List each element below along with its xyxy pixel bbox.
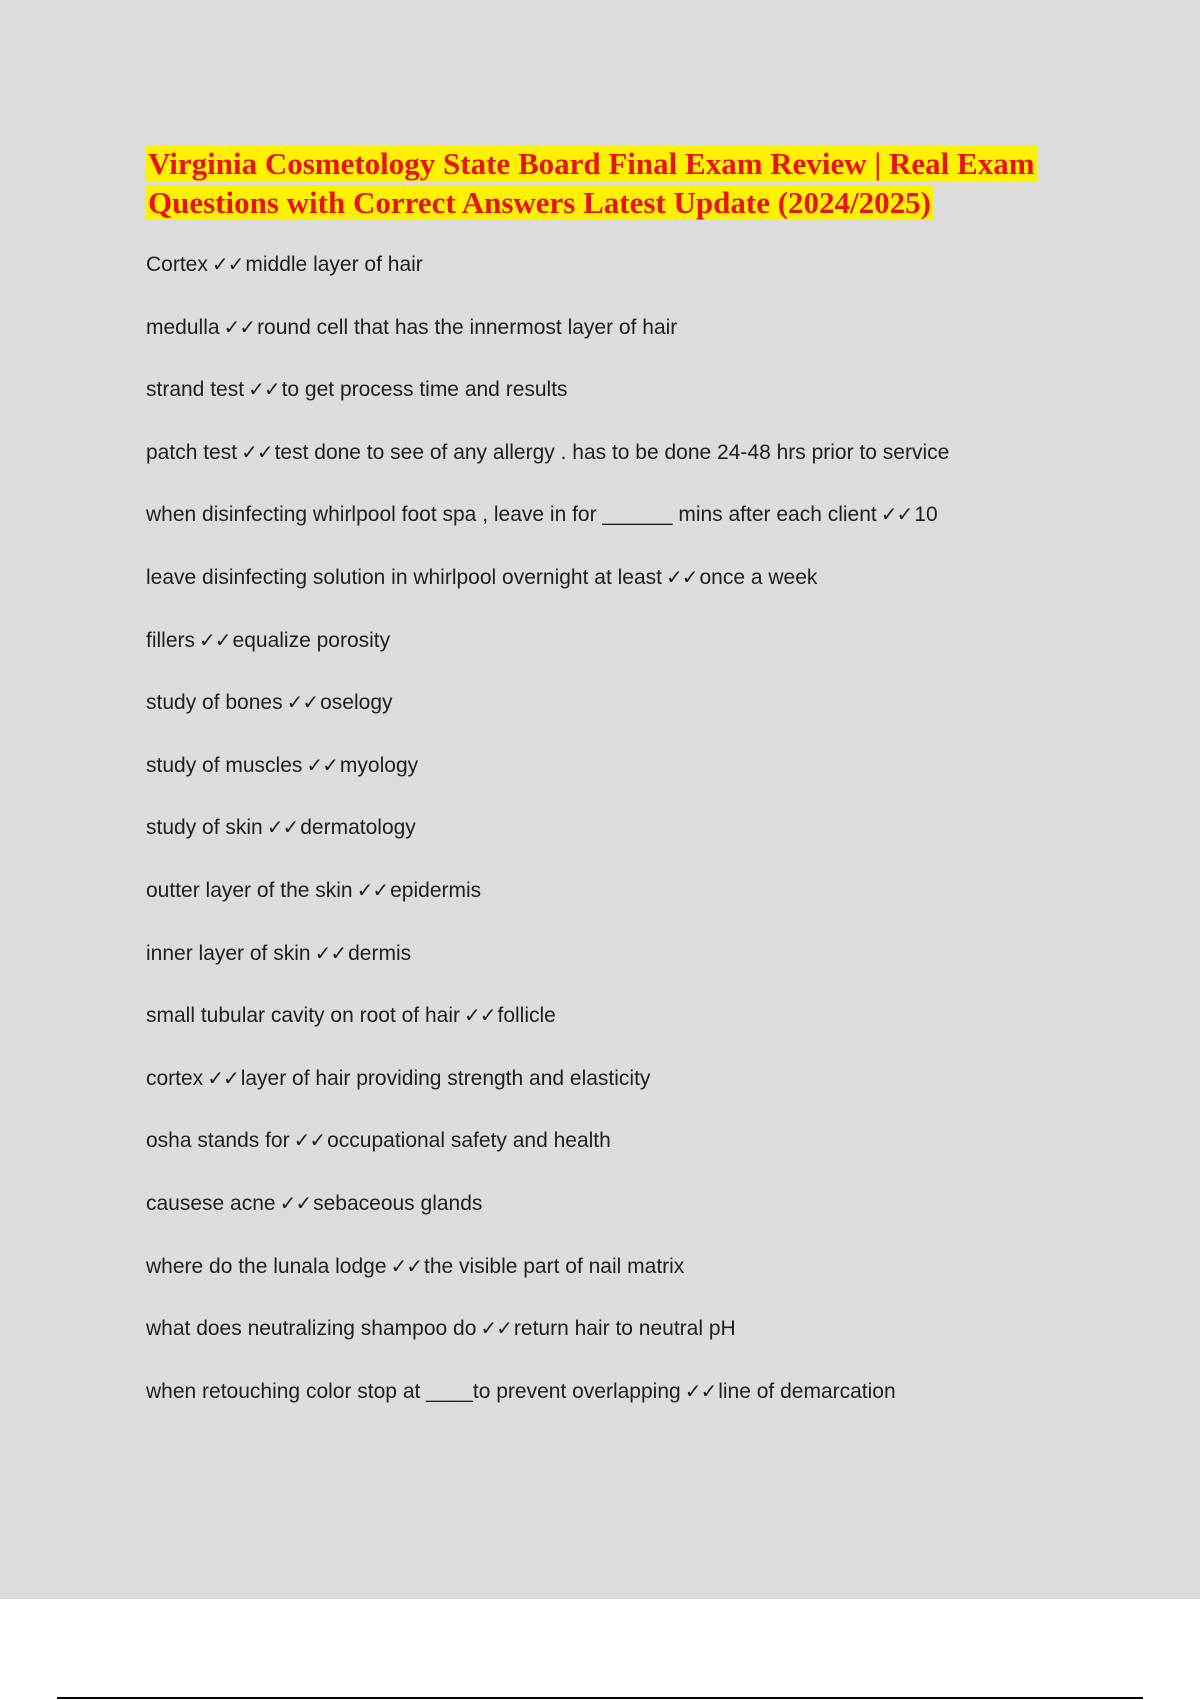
- footer-rule: [57, 1697, 1143, 1699]
- answer-text: round cell that has the innermost layer of hair: [257, 315, 678, 339]
- answer-text: test done to see of any allergy . has to be done 24-48 hrs prior to service: [274, 440, 950, 464]
- answer-text: once a week: [699, 565, 818, 589]
- answer-text: oselogy: [320, 691, 393, 715]
- double-check-icon: ✓✓: [463, 1003, 496, 1028]
- double-check-icon: ✓✓: [199, 627, 231, 652]
- answer-text: dermatology: [300, 816, 416, 840]
- answer-text: middle layer of hair: [245, 253, 423, 276]
- question-text: inner layer of skin: [146, 941, 311, 965]
- double-check-icon: ✓✓: [207, 1065, 239, 1090]
- question-text: patch test: [146, 440, 238, 464]
- double-check-icon: ✓✓: [665, 564, 698, 589]
- document-title: [146, 144, 1086, 222]
- qa-item: [146, 1377, 1106, 1440]
- question-text: small tubular cavity on root of hair: [146, 1004, 460, 1028]
- double-check-icon: ✓✓: [248, 377, 280, 402]
- question-text: fillers: [146, 628, 196, 652]
- qa-item: [146, 250, 1106, 313]
- question-text: medulla: [146, 315, 220, 339]
- qa-item: [146, 751, 1106, 814]
- question-text: strand test: [146, 378, 245, 402]
- qa-item: [146, 1189, 1106, 1252]
- question-text: osha stands for: [146, 1129, 290, 1153]
- question-text: when retouching color stop at ____to prevent overlapping: [146, 1379, 681, 1403]
- question-text: what does neutralizing shampoo do: [146, 1317, 477, 1341]
- double-check-icon: ✓✓: [306, 752, 338, 777]
- answer-text: occupational safety and health: [327, 1129, 611, 1153]
- qa-list: [146, 250, 1106, 1439]
- question-text: study of bones: [146, 691, 283, 715]
- qa-item: [146, 1252, 1106, 1315]
- double-check-icon: ✓✓: [293, 1128, 326, 1153]
- double-check-icon: ✓✓: [684, 1378, 717, 1403]
- qa-item: [146, 438, 1106, 501]
- answer-text: return hair to neutral pH: [513, 1317, 736, 1341]
- double-check-icon: ✓✓: [480, 1316, 512, 1341]
- question-text: study of skin: [146, 816, 263, 840]
- qa-item: [146, 939, 1106, 1002]
- double-check-icon: ✓✓: [286, 690, 319, 715]
- answer-text: 10: [914, 503, 938, 527]
- qa-item: [146, 1001, 1106, 1064]
- question-text: where do the lunala lodge: [146, 1254, 387, 1278]
- question-text: Cortex: [146, 253, 208, 276]
- answer-text: the visible part of nail matrix: [424, 1254, 685, 1278]
- answer-text: equalize porosity: [232, 628, 391, 652]
- answer-text: line of demarcation: [718, 1379, 896, 1403]
- question-text: causese acne: [146, 1191, 276, 1215]
- qa-item: [146, 1064, 1106, 1127]
- qa-item: [146, 1126, 1106, 1189]
- double-check-icon: ✓✓: [880, 502, 913, 527]
- question-text: leave disinfecting solution in whirlpool overnight at least: [146, 565, 662, 589]
- qa-item: [146, 626, 1106, 689]
- question-text: study of muscles: [146, 753, 303, 777]
- qa-item: [146, 563, 1106, 626]
- qa-item: [146, 375, 1106, 438]
- double-check-icon: ✓✓: [390, 1253, 423, 1278]
- answer-text: myology: [339, 753, 419, 777]
- double-check-icon: ✓✓: [211, 252, 244, 276]
- answer-text: epidermis: [390, 878, 482, 902]
- question-text: outter layer of the skin: [146, 878, 353, 902]
- answer-text: to get process time and results: [281, 378, 568, 402]
- answer-text: sebaceous glands: [313, 1191, 483, 1215]
- qa-item: [146, 688, 1106, 751]
- qa-item: [146, 1314, 1106, 1377]
- double-check-icon: ✓✓: [223, 314, 256, 339]
- question-text: when disinfecting whirlpool foot spa , leave in for ______ mins after each client: [146, 503, 877, 527]
- qa-item: [146, 500, 1106, 563]
- double-check-icon: ✓✓: [241, 439, 273, 464]
- double-check-icon: ✓✓: [314, 940, 347, 965]
- qa-item: [146, 313, 1106, 376]
- double-check-icon: ✓✓: [266, 815, 299, 840]
- answer-text: follicle: [497, 1004, 556, 1028]
- question-text: cortex: [146, 1066, 204, 1090]
- double-check-icon: ✓✓: [356, 877, 389, 902]
- document-title-text: Virginia Cosmetology State Board Final Exam Review | Real Exam Questions with Correct Answers Latest Update (2024/2025): [148, 146, 1035, 220]
- answer-text: dermis: [348, 941, 412, 965]
- qa-item: [146, 813, 1106, 876]
- double-check-icon: ✓✓: [279, 1190, 312, 1215]
- answer-text: layer of hair providing strength and elasticity: [240, 1066, 651, 1090]
- qa-item: [146, 876, 1106, 939]
